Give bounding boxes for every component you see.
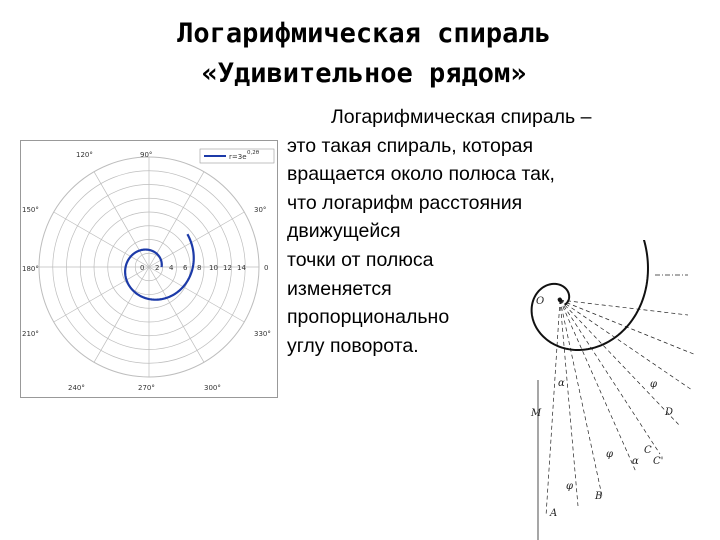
angle-label: 150°	[22, 206, 39, 214]
legend-label: r=3e	[229, 153, 247, 161]
angle-label: 270°	[138, 384, 155, 392]
radial-tick: 8	[197, 264, 202, 272]
radius-ray	[560, 300, 602, 496]
radial-tick: 14	[237, 264, 246, 272]
label-D: D	[665, 407, 674, 418]
radial-tick: 4	[169, 264, 174, 272]
polar-spiral-plot	[20, 140, 278, 398]
radial-tick: 2	[155, 264, 160, 272]
spiral-arc	[532, 240, 648, 350]
label-O: O	[536, 296, 545, 307]
spiral-geometry-diagram	[510, 240, 710, 540]
label-phi: φ	[650, 379, 658, 390]
definition-line: точки от полюса	[287, 248, 434, 271]
definition-line: что логарифм расстояния	[287, 191, 523, 214]
angle-label: 30°	[254, 206, 267, 214]
radius-ray	[560, 300, 660, 454]
slide-title-line-1: Логарифмическая спираль	[177, 18, 551, 49]
label-C: C	[644, 445, 652, 456]
legend-exponent: 0,2θ	[247, 150, 260, 156]
angle-label: 300°	[204, 384, 221, 392]
angle-label: 330°	[254, 330, 271, 338]
radius-ray	[560, 300, 578, 506]
angle-label: 240°	[68, 384, 85, 392]
label-A: A	[550, 508, 558, 519]
definition-line: изменяется	[287, 277, 392, 300]
radial-tick: 10	[209, 264, 218, 272]
radius-ray	[560, 300, 680, 426]
angle-label: 90°	[140, 151, 153, 159]
geometry-svg	[510, 240, 710, 540]
definition-line: вращается около полюса так,	[287, 163, 555, 186]
label-alpha: α	[558, 378, 565, 389]
geometry-labels	[530, 296, 673, 519]
label-alpha: α	[632, 456, 639, 467]
definition-line: углу поворота.	[287, 334, 419, 357]
angle-label: 210°	[22, 330, 39, 338]
label-phi: φ	[606, 449, 614, 460]
angle-label: 0	[264, 264, 269, 272]
radial-tick: 12	[223, 264, 232, 272]
definition-line: это такая спираль, которая	[287, 134, 534, 157]
label-phi: φ	[566, 481, 574, 492]
label-M: M	[531, 408, 542, 419]
definition-line: Логарифмическая спираль –	[331, 106, 592, 128]
label-C-prime: C'	[653, 456, 664, 467]
angle-label: 120°	[76, 151, 93, 159]
radial-tick: 0	[140, 264, 145, 272]
polar-legend	[200, 149, 274, 163]
radius-ray	[546, 300, 560, 516]
radial-tick: 6	[183, 264, 188, 272]
slide-title-line-2: «Удивительное рядом»	[201, 58, 527, 89]
definition-line: пропорционально	[287, 306, 450, 329]
pole-point	[558, 298, 562, 302]
definition-line: движущейся	[287, 220, 401, 243]
angle-label: 180°	[22, 265, 39, 273]
label-B: B	[595, 491, 603, 502]
polar-plot-svg	[20, 140, 278, 398]
